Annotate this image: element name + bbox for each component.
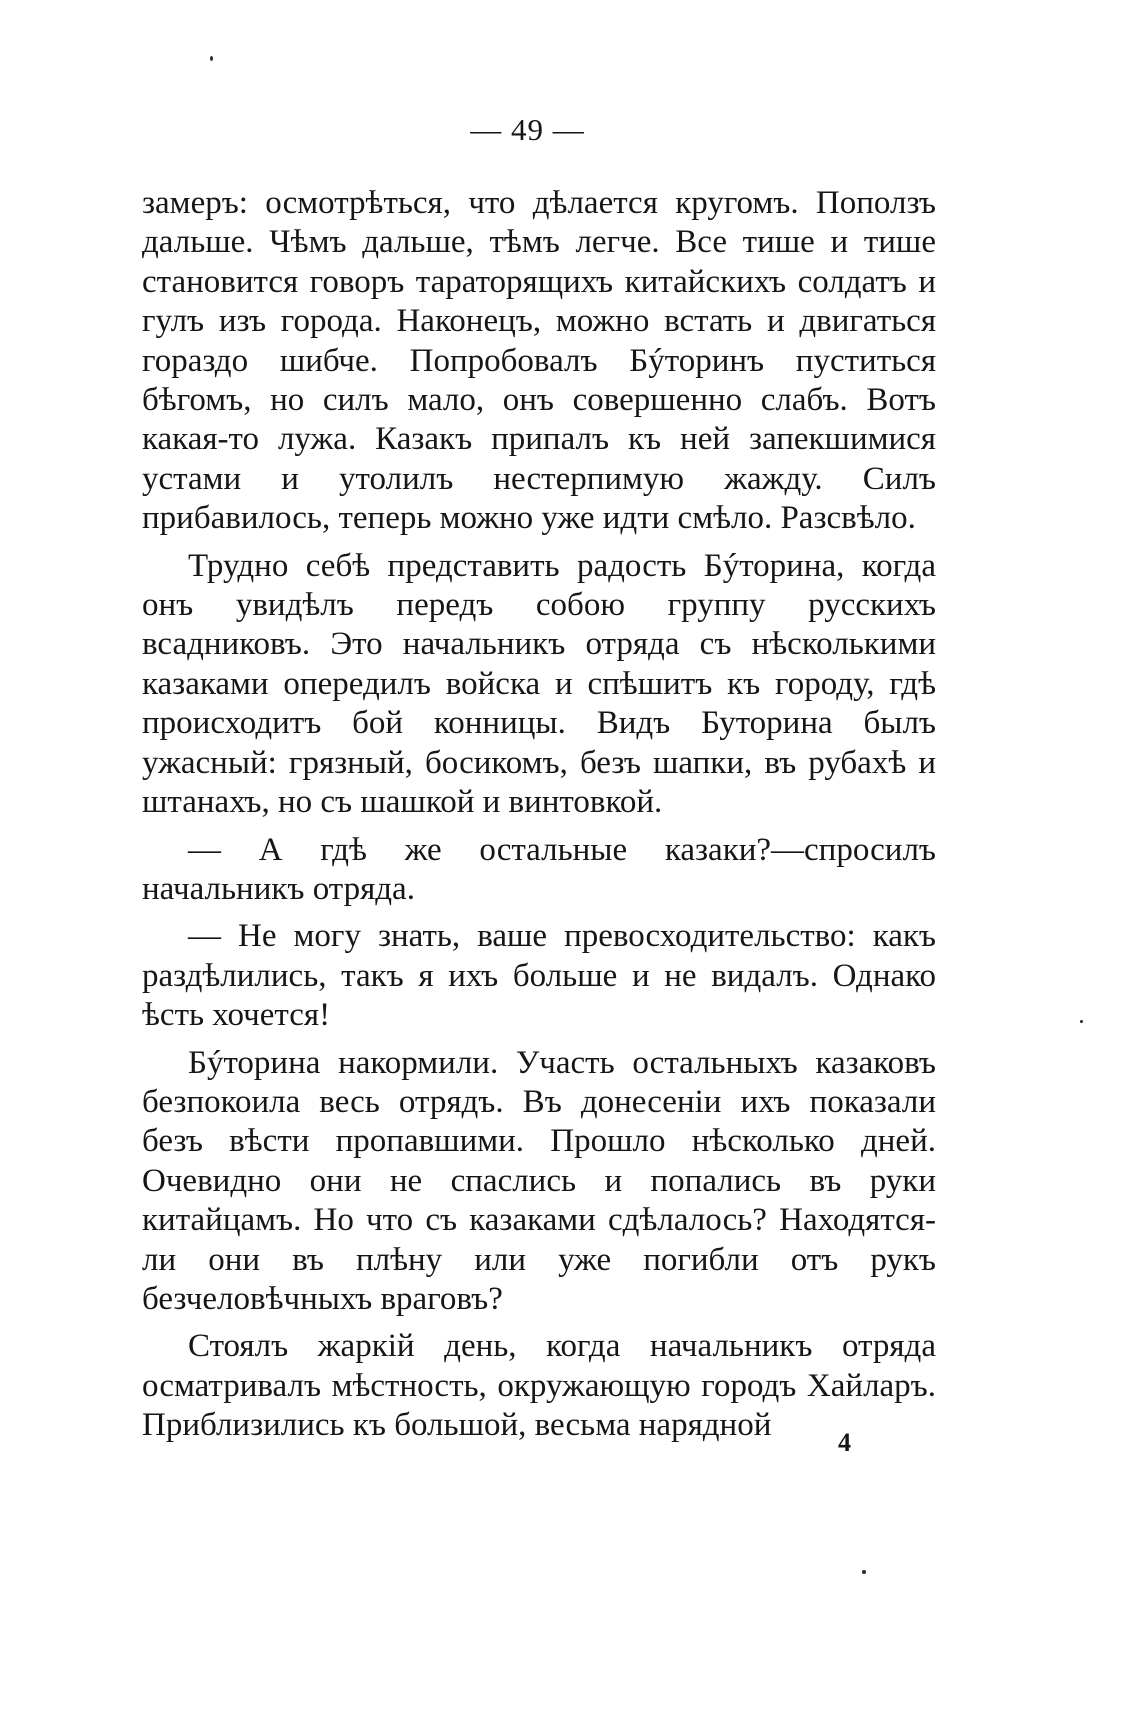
print-speck (862, 1570, 866, 1574)
paragraph-2: Трудно себѣ представить радость Бýторина, когда онъ увидѣлъ передъ собою группу русскихъ всадниковъ. Это начальникъ отряда съ нѣсколькими казаками опередилъ войска и спѣшитъ къ городу, гдѣ происходитъ бой конницы. Видъ Буторина былъ ужасный: грязный, босикомъ, безъ шапки, въ рубахѣ и штанахъ, но съ шашкой и винтовкой. (142, 547, 936, 821)
paragraph-1: замеръ: осмотрѣться, что дѣлается кругомъ. Поползъ дальше. Чѣмъ дальше, тѣмъ легче. Все тише и тише становится говоръ тараторящихъ китайскихъ солдатъ и гулъ изъ города. Наконецъ, можно встать и двигаться гораздо шибче. Попробовалъ Бýторинъ пуститься бѣгомъ, но силъ мало, онъ совершенно слабъ. Вотъ какая-то лужа. Казакъ припалъ къ ней запекшимися устами и утолилъ нестерпимую жажду. Силъ прибавилось, теперь можно уже идти смѣло. Разсвѣло. (142, 185, 936, 537)
body-text (142, 184, 936, 1454)
paragraph-3: — А гдѣ же остальные казаки?—спросилъ начальникъ отряда. (142, 831, 936, 907)
page-number-header: — 49 — (470, 112, 585, 147)
print-speck (210, 56, 213, 61)
paragraph-6: Стоялъ жаркiй день, когда начальникъ отряда осматривалъ мѣстность, окружающую городъ Хайларъ. Приблизились къ большой, весьма нарядной (142, 1328, 936, 1444)
printer-signature-mark: 4 (838, 1428, 851, 1457)
print-speck (1080, 1020, 1083, 1023)
paragraph-4: — Не могу знать, ваше превосходительство: какъ раздѣлились, такъ я ихъ больше и не видалъ. Однако ѣсть хочется! (142, 918, 936, 1034)
paragraph-5: Бýторина накормили. Участь остальныхъ казаковъ безпокоила весь отрядъ. Въ донесенiи ихъ показали безъ вѣсти пропавшими. Прошло нѣсколько дней. Очевидно они не спаслись и попались въ руки китайцамъ. Но что съ казаками сдѣлалось? Находятся-ли они въ плѣну или уже погибли отъ рукъ безчеловѣчныхъ враговъ? (142, 1044, 936, 1317)
